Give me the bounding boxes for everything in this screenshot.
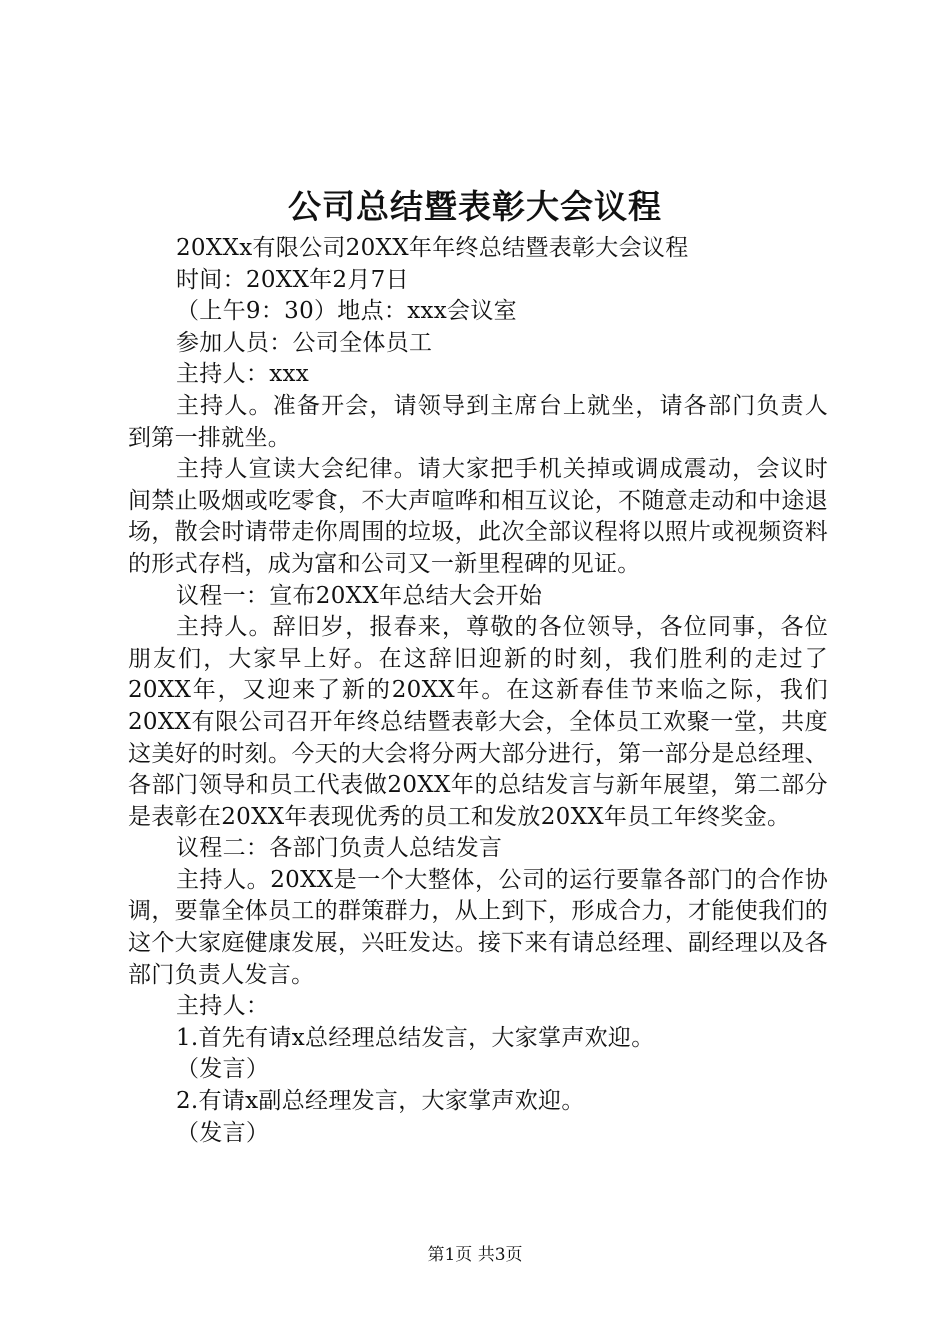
paragraph-speech-note-two: （发言） (176, 1119, 270, 1146)
paragraph-item-two: 2.有请x副总经理发言，大家掌声欢迎。 (176, 1088, 585, 1115)
paragraph-location: （上午9：30）地点：xxx会议室 (176, 298, 517, 325)
paragraph-agenda-one: 议程一：宣布20XX年总结大会开始 (176, 582, 543, 609)
paragraph-agenda-two: 议程二：各部门负责人总结发言 (176, 835, 503, 862)
paragraph-speech-note-one: （发言） (176, 1056, 270, 1083)
document-title: 公司总结暨表彰大会议程 (288, 187, 662, 226)
paragraph-time: 时间：20XX年2月7日 (176, 266, 409, 293)
paragraph-subtitle: 20XXx有限公司20XX年年终总结暨表彰大会议程 (176, 235, 689, 261)
paragraph-host: 主持人：xxx (176, 361, 310, 388)
paragraph-department-intro: 主持人。20XX是一个大整体，公司的运行要靠各部门的合作协调，要靠全体员工的群策群力，从上到下，形成合力，才能使我们的这个大家庭健康发展，兴旺发达。接下来有请总经理、副经理以及各部门负责人发言。 (128, 866, 828, 988)
document-body (128, 233, 828, 1149)
paragraph-discipline: 主持人宣读大会纪律。请大家把手机关掉或调成震动，会议时间禁止吸烟或吃零食，不大声喧哗和相互议论，不随意走动和中途退场，散会时请带走你周围的垃圾，此次全部议程将以照片或视频资料的形式存档，成为富和公司又一新里程碑的见证。 (128, 456, 828, 577)
paragraph-welcome-speech: 主持人。辞旧岁，报春来，尊敬的各位领导，各位同事，各位朋友们，大家早上好。在这辞旧迎新的时刻，我们胜利的走过了20XX年，又迎来了新的20XX年。在这新春佳节来临之际，我们20XX有限公司召开年终总结暨表彰大会，全体员工欢聚一堂，共度这美好的时刻。今天的大会将分两大部分进行，第一部分是总经理、各部门领导和员工代表做20XX年的总结发言与新年展望，第二部分是表彰在20XX年表现优秀的员工和发放20XX年员工年终奖金。 (128, 614, 828, 830)
paragraph-opening: 主持人。准备开会，请领导到主席台上就坐，请各部门负责人到第一排就坐。 (128, 392, 828, 451)
page-number-footer: 第1页 共3页 (427, 1245, 523, 1265)
paragraph-host-label: 主持人： (176, 993, 270, 1020)
paragraph-item-one: 1.首先有请x总经理总结发言，大家掌声欢迎。 (176, 1024, 655, 1051)
paragraph-attendees: 参加人员：公司全体员工 (176, 329, 433, 356)
